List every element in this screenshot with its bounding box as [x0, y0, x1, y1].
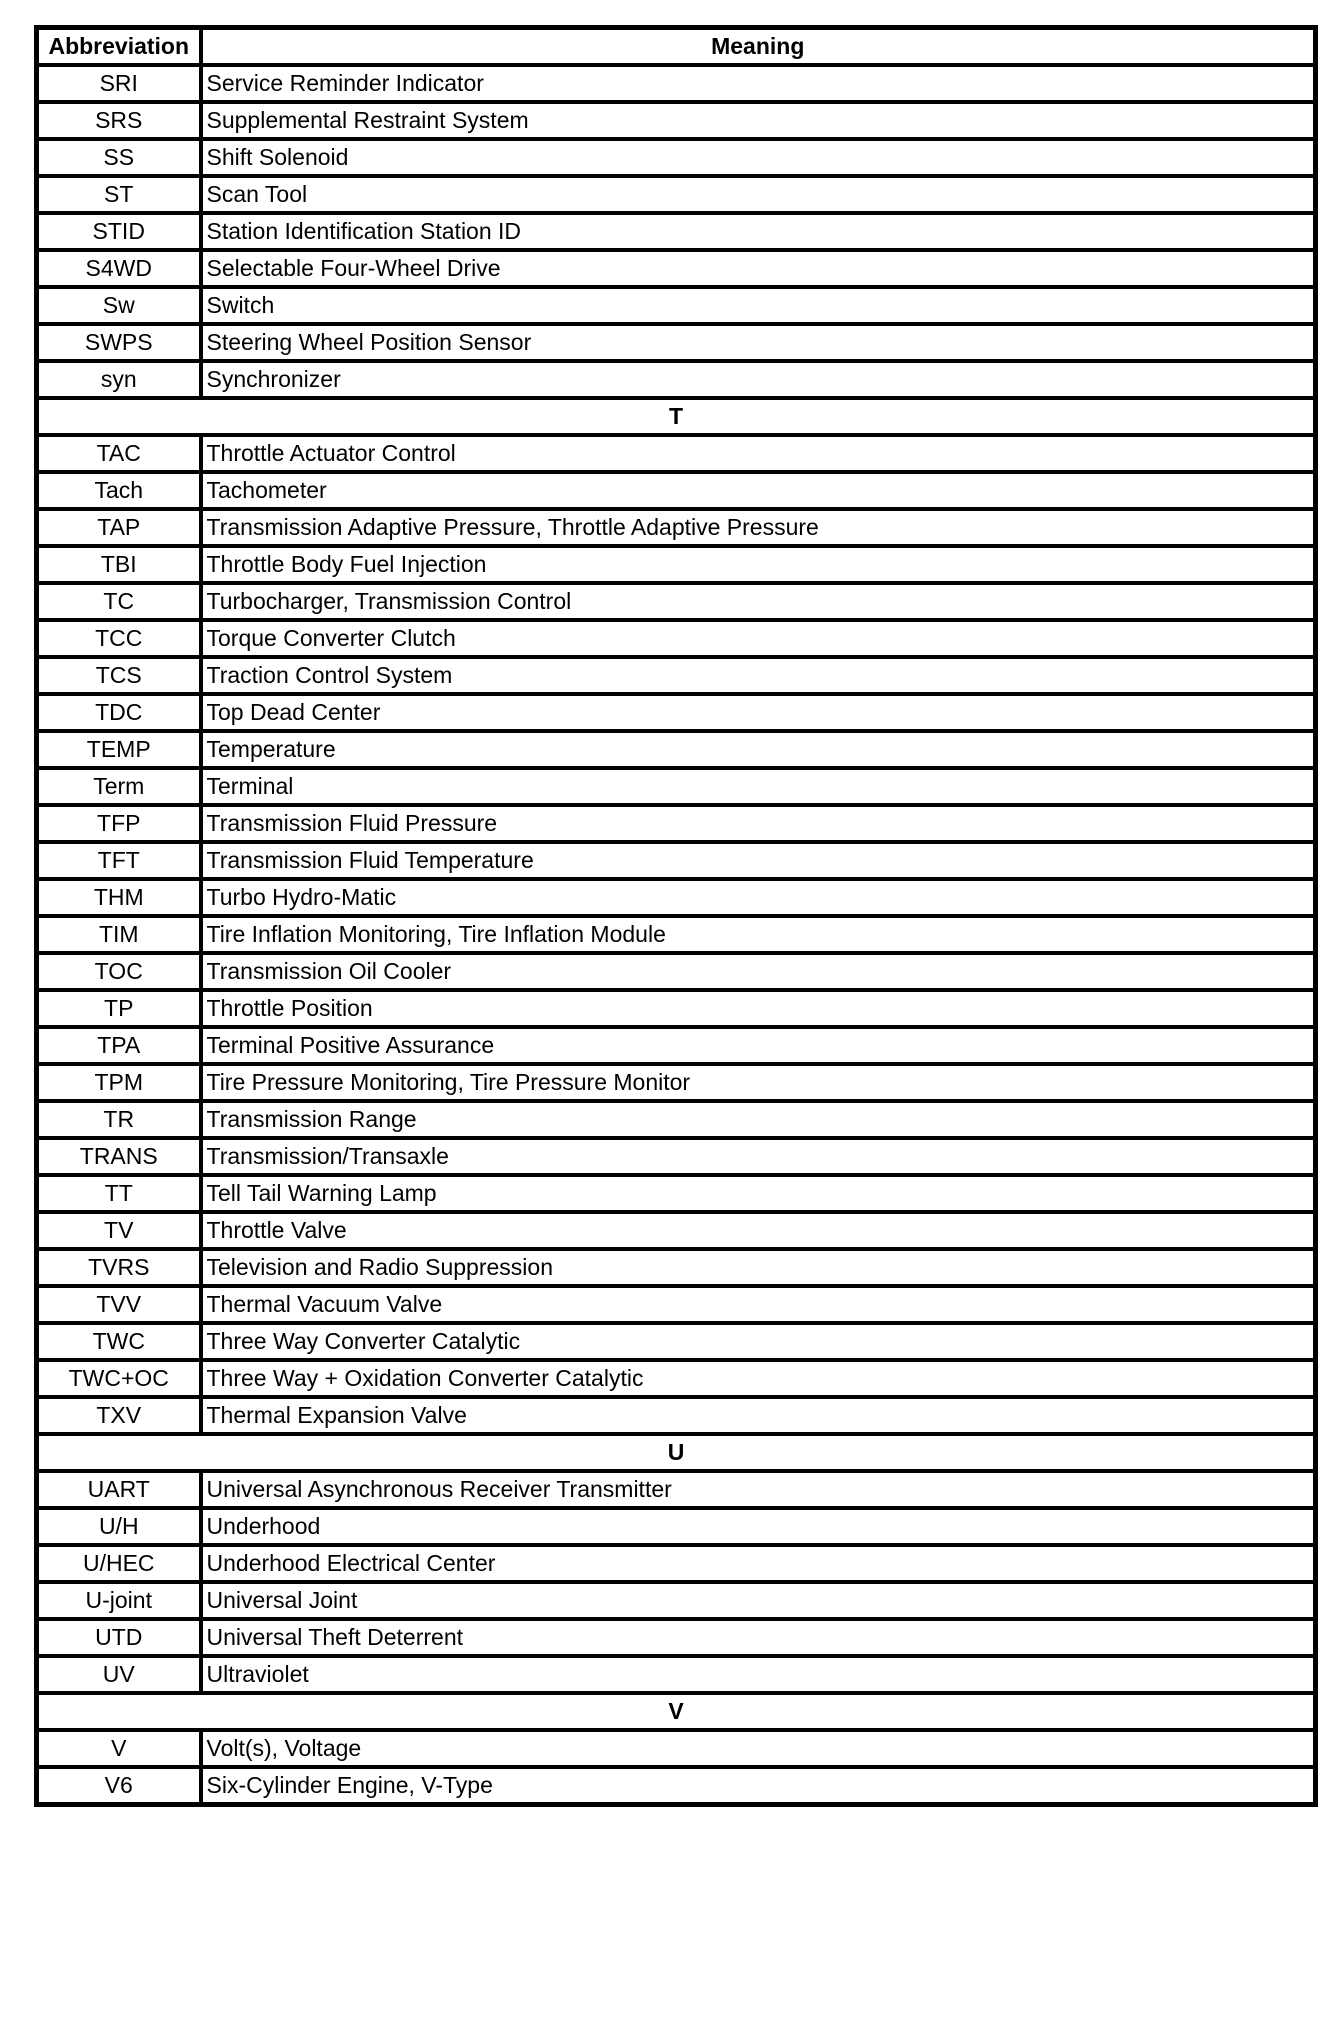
table-row — [37, 1360, 1316, 1397]
meaning-cell: Transmission Fluid Pressure — [201, 805, 1316, 842]
meaning-cell: Transmission Fluid Temperature — [201, 842, 1316, 879]
section-letter: V — [37, 1693, 1316, 1730]
meaning-cell: Thermal Vacuum Valve — [201, 1286, 1316, 1323]
table-row — [37, 990, 1316, 1027]
abbreviation-cell: SS — [37, 139, 201, 176]
section-letter: U — [37, 1434, 1316, 1471]
table-row — [37, 435, 1316, 472]
meaning-cell: Throttle Actuator Control — [201, 435, 1316, 472]
meaning-cell: Temperature — [201, 731, 1316, 768]
table-row — [37, 472, 1316, 509]
meaning-cell: Throttle Valve — [201, 1212, 1316, 1249]
table-header-row — [37, 28, 1316, 66]
meaning-cell: Turbo Hydro-Matic — [201, 879, 1316, 916]
meaning-cell: Three Way + Oxidation Converter Catalytic — [201, 1360, 1316, 1397]
abbreviation-cell: syn — [37, 361, 201, 398]
abbreviation-cell: TDC — [37, 694, 201, 731]
table-row — [37, 1730, 1316, 1767]
abbreviation-cell: SWPS — [37, 324, 201, 361]
meaning-cell: Transmission Adaptive Pressure, Throttle Adaptive Pressure — [201, 509, 1316, 546]
table-row — [37, 324, 1316, 361]
abbreviation-cell: TXV — [37, 1397, 201, 1434]
abbreviation-cell: TCS — [37, 657, 201, 694]
meaning-cell: Tachometer — [201, 472, 1316, 509]
abbreviation-cell: TFP — [37, 805, 201, 842]
abbreviation-cell: TWC — [37, 1323, 201, 1360]
meaning-cell: Volt(s), Voltage — [201, 1730, 1316, 1767]
meaning-cell: Thermal Expansion Valve — [201, 1397, 1316, 1434]
abbreviation-cell: TFT — [37, 842, 201, 879]
abbreviation-cell: TT — [37, 1175, 201, 1212]
table-row — [37, 509, 1316, 546]
table-row — [37, 1286, 1316, 1323]
meaning-cell: Throttle Position — [201, 990, 1316, 1027]
meaning-cell: Top Dead Center — [201, 694, 1316, 731]
abbreviation-cell: TAC — [37, 435, 201, 472]
table-row — [37, 1508, 1316, 1545]
abbreviation-cell: TVV — [37, 1286, 201, 1323]
table-row — [37, 176, 1316, 213]
table-row — [37, 287, 1316, 324]
abbreviation-cell: TRANS — [37, 1138, 201, 1175]
abbreviation-cell: Tach — [37, 472, 201, 509]
table-row — [37, 657, 1316, 694]
table-row — [37, 1101, 1316, 1138]
meaning-cell: Tire Pressure Monitoring, Tire Pressure Monitor — [201, 1064, 1316, 1101]
section-row — [37, 1434, 1316, 1471]
meaning-cell: Steering Wheel Position Sensor — [201, 324, 1316, 361]
table-row — [37, 213, 1316, 250]
abbreviation-cell: UV — [37, 1656, 201, 1693]
table-row — [37, 1323, 1316, 1360]
table-row — [37, 731, 1316, 768]
meaning-cell: Tire Inflation Monitoring, Tire Inflation Module — [201, 916, 1316, 953]
abbreviation-cell: TPM — [37, 1064, 201, 1101]
table-row — [37, 916, 1316, 953]
table-row — [37, 139, 1316, 176]
meaning-cell: Underhood Electrical Center — [201, 1545, 1316, 1582]
abbreviation-cell: TR — [37, 1101, 201, 1138]
table-row — [37, 65, 1316, 102]
table-row — [37, 768, 1316, 805]
table-row — [37, 1619, 1316, 1656]
abbreviation-cell: TV — [37, 1212, 201, 1249]
meaning-cell: Shift Solenoid — [201, 139, 1316, 176]
meaning-cell: Transmission Range — [201, 1101, 1316, 1138]
abbreviation-cell: TP — [37, 990, 201, 1027]
meaning-cell: Six-Cylinder Engine, V-Type — [201, 1767, 1316, 1805]
table-row — [37, 1212, 1316, 1249]
meaning-cell: Synchronizer — [201, 361, 1316, 398]
section-row — [37, 1693, 1316, 1730]
meaning-cell: Scan Tool — [201, 176, 1316, 213]
table-row — [37, 583, 1316, 620]
meaning-cell: Service Reminder Indicator — [201, 65, 1316, 102]
section-letter: T — [37, 398, 1316, 435]
abbreviation-cell: TAP — [37, 509, 201, 546]
meaning-cell: Television and Radio Suppression — [201, 1249, 1316, 1286]
abbreviation-cell: SRS — [37, 102, 201, 139]
meaning-cell: Supplemental Restraint System — [201, 102, 1316, 139]
meaning-cell: Station Identification Station ID — [201, 213, 1316, 250]
table-row — [37, 1582, 1316, 1619]
table-row — [37, 1471, 1316, 1508]
table-row — [37, 842, 1316, 879]
meaning-cell: Terminal — [201, 768, 1316, 805]
abbreviation-cell: TBI — [37, 546, 201, 583]
abbreviation-cell: TC — [37, 583, 201, 620]
abbreviation-cell: ST — [37, 176, 201, 213]
meaning-cell: Transmission Oil Cooler — [201, 953, 1316, 990]
abbreviation-cell: SRI — [37, 65, 201, 102]
abbreviation-cell: S4WD — [37, 250, 201, 287]
abbreviation-cell: TEMP — [37, 731, 201, 768]
table-row — [37, 1064, 1316, 1101]
meaning-cell: Universal Joint — [201, 1582, 1316, 1619]
meaning-cell: Universal Theft Deterrent — [201, 1619, 1316, 1656]
table-row — [37, 879, 1316, 916]
table-row — [37, 250, 1316, 287]
header-abbreviation: Abbreviation — [37, 28, 201, 66]
abbreviation-cell: TVRS — [37, 1249, 201, 1286]
abbreviation-cell: U/H — [37, 1508, 201, 1545]
abbreviation-table — [34, 25, 1318, 1807]
meaning-cell: Selectable Four-Wheel Drive — [201, 250, 1316, 287]
abbreviation-cell: Sw — [37, 287, 201, 324]
meaning-cell: Terminal Positive Assurance — [201, 1027, 1316, 1064]
abbreviation-cell: V6 — [37, 1767, 201, 1805]
abbreviation-cell: Term — [37, 768, 201, 805]
abbreviation-cell: TCC — [37, 620, 201, 657]
abbreviation-cell: THM — [37, 879, 201, 916]
abbreviation-cell: V — [37, 1730, 201, 1767]
table-row — [37, 953, 1316, 990]
abbreviation-cell: TOC — [37, 953, 201, 990]
meaning-cell: Universal Asynchronous Receiver Transmitter — [201, 1471, 1316, 1508]
table-row — [37, 546, 1316, 583]
abbreviation-cell: TIM — [37, 916, 201, 953]
table-row — [37, 1767, 1316, 1805]
table-row — [37, 694, 1316, 731]
meaning-cell: Underhood — [201, 1508, 1316, 1545]
table-row — [37, 1138, 1316, 1175]
meaning-cell: Throttle Body Fuel Injection — [201, 546, 1316, 583]
table-row — [37, 1249, 1316, 1286]
table-row — [37, 1545, 1316, 1582]
table-row — [37, 102, 1316, 139]
table-row — [37, 1027, 1316, 1064]
abbreviation-cell: TPA — [37, 1027, 201, 1064]
table-row — [37, 1397, 1316, 1434]
abbreviation-cell: U/HEC — [37, 1545, 201, 1582]
meaning-cell: Turbocharger, Transmission Control — [201, 583, 1316, 620]
meaning-cell: Ultraviolet — [201, 1656, 1316, 1693]
abbreviation-cell: STID — [37, 213, 201, 250]
table-row — [37, 620, 1316, 657]
section-row — [37, 398, 1316, 435]
abbreviation-cell: TWC+OC — [37, 1360, 201, 1397]
table-row — [37, 361, 1316, 398]
header-meaning: Meaning — [201, 28, 1316, 66]
table-row — [37, 805, 1316, 842]
meaning-cell: Three Way Converter Catalytic — [201, 1323, 1316, 1360]
meaning-cell: Traction Control System — [201, 657, 1316, 694]
meaning-cell: Switch — [201, 287, 1316, 324]
abbreviation-cell: U-joint — [37, 1582, 201, 1619]
meaning-cell: Tell Tail Warning Lamp — [201, 1175, 1316, 1212]
abbreviation-cell: UART — [37, 1471, 201, 1508]
abbreviation-cell: UTD — [37, 1619, 201, 1656]
meaning-cell: Transmission/Transaxle — [201, 1138, 1316, 1175]
meaning-cell: Torque Converter Clutch — [201, 620, 1316, 657]
table-row — [37, 1175, 1316, 1212]
table-row — [37, 1656, 1316, 1693]
